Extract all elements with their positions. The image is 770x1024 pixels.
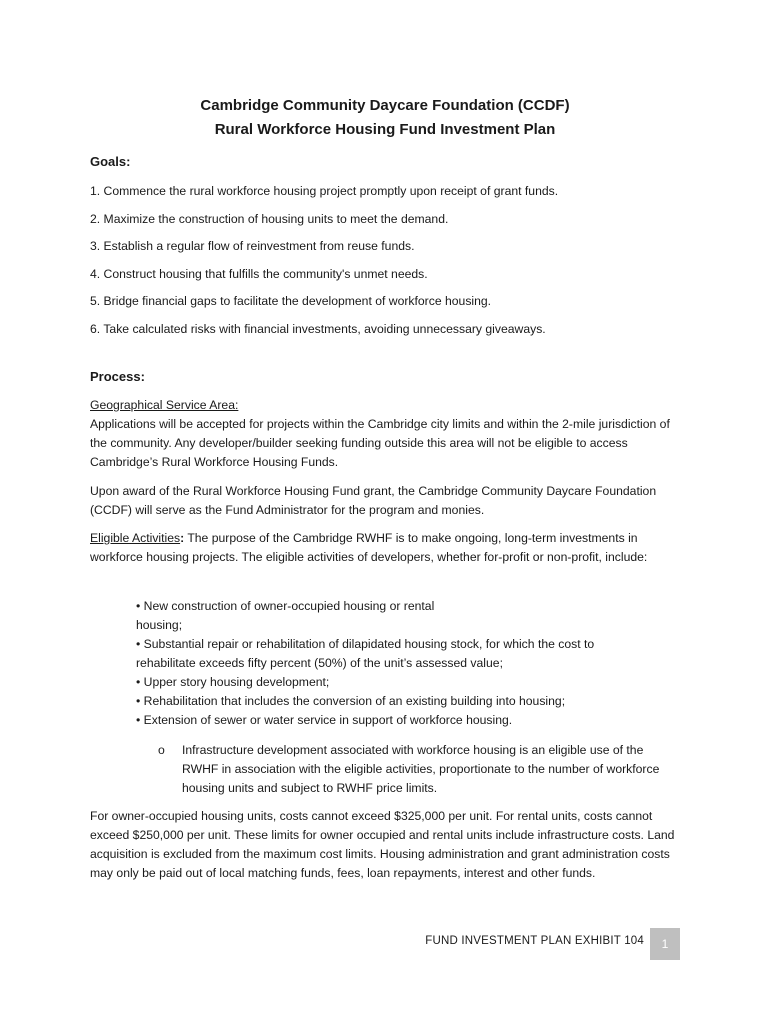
eligible-activities-colon: :: [180, 531, 185, 545]
eligible-activities-paragraph: [90, 529, 690, 567]
eligible-activities-label: Eligible Activities: [90, 531, 181, 545]
goal-item-5: 5. Bridge financial gaps to facilitate the development of workforce housing.: [90, 294, 492, 308]
service-area-section: [90, 396, 690, 472]
title-line-2: Rural Workforce Housing Fund Investment Plan: [214, 121, 556, 138]
bullet-item-3: • Upper story housing development;: [136, 675, 330, 689]
sub-bullet-marker: o: [158, 743, 165, 757]
bullet-item-1: • New construction of owner-occupied housing or rental housing;: [136, 599, 435, 632]
title-line-1: Cambridge Community Daycare Foundation (CCDF): [200, 97, 570, 114]
goal-item-1: 1. Commence the rural workforce housing project promptly upon receipt of grant funds.: [90, 184, 559, 198]
eligible-activities-text: The purpose of the Cambridge RWHF is to make ongoing, long-term investments in workforce housing projects. The eligible activities of developers, whether for-profit or non-profit, include:: [90, 531, 648, 564]
goals-heading: Goals:: [90, 154, 131, 169]
goal-item-3: 3. Establish a regular flow of reinvestment from reuse funds.: [90, 239, 415, 253]
sub-bullet-text: Infrastructure development associated with workforce housing is an eligible use of the RWHF in association with the eligible activities, proportionate to the number of workforce housing units and subject to RWHF price limits.: [182, 743, 660, 795]
document-title: [0, 94, 770, 142]
service-area-label: Geographical Service Area:: [90, 398, 239, 412]
process-heading: Process:: [90, 369, 145, 384]
footer-label: FUND INVESTMENT PLAN EXHIBIT 104: [425, 935, 644, 947]
bullet-item-5: • Extension of sewer or water service in support of workforce housing.: [136, 713, 513, 727]
page-number: 1: [650, 928, 680, 960]
cost-limits-paragraph: For owner-occupied housing units, costs cannot exceed $325,000 per unit. For rental units, costs cannot exceed $250,000 per unit. These limits for owner occupied and rental units include infrastructure costs. Land acquisition is excluded from the maximum cost limits. Housing administration and grant administration costs may only be paid out of local matching funds, fees, loan repayments, interest and other funds.: [90, 809, 675, 880]
goal-item-2: 2. Maximize the construction of housing units to meet the demand.: [90, 212, 449, 226]
goal-item-4: 4. Construct housing that fulfills the community's unmet needs.: [90, 267, 428, 281]
bullet-item-2: • Substantial repair or rehabilitation of dilapidated housing stock, for which the cost to rehabilitate exceeds fifty percent (50%) of the unit’s assessed value;: [136, 637, 595, 670]
goal-item-6: 6. Take calculated risks with financial investments, avoiding unnecessary giveaways.: [90, 322, 546, 336]
service-area-text: Applications will be accepted for projects within the Cambridge city limits and within the 2-mile jurisdiction of the community. Any developer/builder seeking funding outside this area will not be eligible to access Cambridge’s Rural Workforce Housing Funds.: [90, 417, 670, 469]
award-paragraph: Upon award of the Rural Workforce Housing Fund grant, the Cambridge Community Daycare Foundation (CCDF) will serve as the Fund Administrator for the program and monies.: [90, 484, 657, 517]
bullet-item-4: • Rehabilitation that includes the conversion of an existing building into housing;: [136, 694, 566, 708]
